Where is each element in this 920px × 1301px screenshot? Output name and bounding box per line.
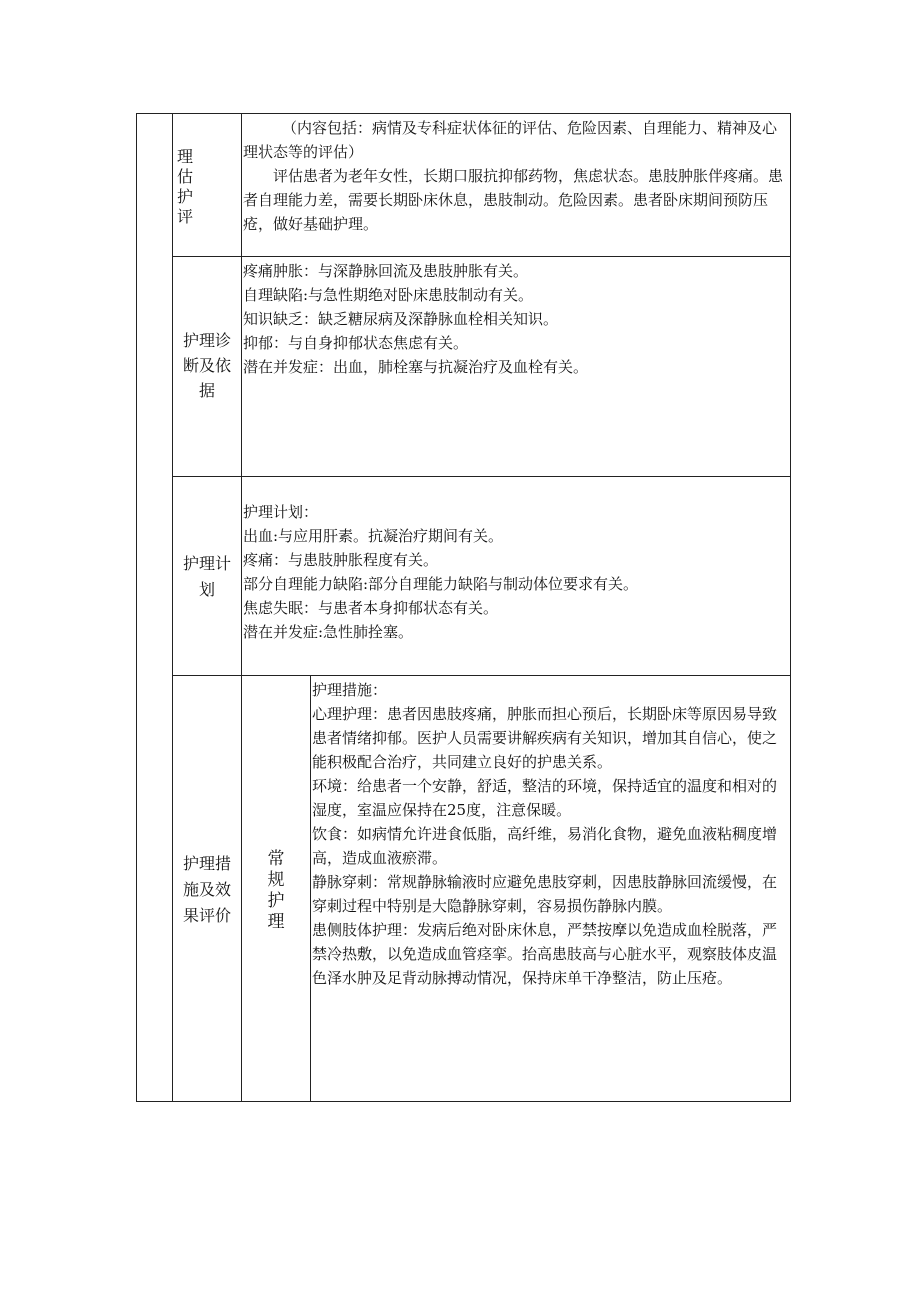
- assessment-label: [177, 147, 207, 227]
- measures-line: 饮食：如病情允许进食低脂，高纤维，易消化食物，避免血液粘稠度增高，造成血液瘀滞。: [312, 825, 778, 867]
- label-line: 护理措: [182, 854, 231, 873]
- label-char: 估: [177, 167, 194, 186]
- label-char: 常: [267, 849, 285, 869]
- diagnosis-line: 自理缺陷:与急性期绝对卧床患肢制动有关。: [243, 286, 534, 304]
- label-line: 护理诊: [182, 331, 231, 350]
- assessment-line: （内容包括：病情及专科症状体征的评估、危险因素、自理能力、精神及心理状态等的评估）: [243, 119, 778, 161]
- measures-line: 环境：给患者一个安静，舒适，整洁的环境，保持适宜的温度和相对的湿度，室温应保持在25度，注意保暖。: [312, 777, 778, 819]
- plan-line: 出血:与应用肝素。抗凝治疗期间有关。: [243, 527, 504, 545]
- grid-line: [172, 114, 173, 1101]
- diagnosis-line: 疼痛肿胀：与深静脉回流及患肢肿胀有关。: [243, 262, 529, 280]
- plan-line: 潜在并发症:急性肺拴塞。: [243, 623, 414, 641]
- grid-line: [172, 675, 790, 676]
- diagnosis-line: 知识缺乏：缺乏糖尿病及深静脉血栓相关知识。: [243, 310, 559, 328]
- assessment-content: [243, 116, 790, 236]
- label-char: 护: [177, 187, 194, 206]
- plan-label: [173, 551, 241, 603]
- plan-line: 疼痛：与患肢肿胀程度有关。: [243, 551, 439, 569]
- label-line: 据: [198, 381, 215, 400]
- plan-line: 护理计划：: [243, 503, 319, 521]
- plan-content: [243, 500, 790, 644]
- plan-line: 焦虑失眠：与患者本身抑郁状态有关。: [243, 599, 499, 617]
- label-char: 护: [267, 891, 285, 911]
- label-line: 断及依: [182, 356, 231, 375]
- nursing-record-table: [136, 113, 791, 1102]
- routine-care-label: [266, 849, 286, 933]
- diagnosis-label: [173, 328, 241, 403]
- measures-line: 护理措施：: [312, 681, 388, 699]
- label-char: 评: [177, 207, 194, 226]
- grid-line: [310, 675, 311, 1101]
- label-line: 果评价: [182, 906, 231, 925]
- measures-line: 患侧肢体护理：发病后绝对卧床休息，严禁按摩以免造成血栓脱落，严禁冷热敷，以免造成血管痉挛。抬高患肢高与心脏水平，观察肢体皮温色泽水肿及足背动脉搏动情况，保持床单干净整洁，防止压疮。: [312, 921, 778, 987]
- grid-line: [172, 476, 790, 477]
- plan-line: 部分自理能力缺陷:部分自理能力缺陷与制动体位要求有关。: [243, 575, 639, 593]
- label-char: 理: [177, 147, 194, 166]
- label-line: 划: [198, 580, 215, 599]
- label-char: 规: [267, 870, 285, 890]
- measures-line: 静脉穿刺：常规静脉输液时应避免患肢穿刺，因患肢静脉回流缓慢，在穿刺过程中特别是大隐静脉穿刺，容易损伤静脉内膜。: [312, 873, 778, 915]
- grid-line: [172, 256, 790, 257]
- label-line: 施及效: [182, 880, 231, 899]
- diagnosis-line: 潜在并发症：出血，肺栓塞与抗凝治疗及血栓有关。: [243, 358, 589, 376]
- measures-content: [312, 678, 790, 990]
- measures-line: 心理护理：患者因患肢疼痛，肿胀而担心预后，长期卧床等原因易导致患者情绪抑郁。医护人员需要讲解疾病有关知识，增加其自信心，使之能积极配合治疗，共同建立良好的护患关系。: [312, 705, 778, 771]
- measures-label: [173, 851, 241, 929]
- label-char: 理: [267, 912, 285, 932]
- assessment-line: 评估患者为老年女性，长期口服抗抑郁药物，焦虑状态。患肢肿胀伴疼痛。患者自理能力差，需要长期卧床休息，患肢制动。危险因素。患者卧床期间预防压疮，做好基础护理。: [243, 167, 784, 233]
- grid-line: [241, 114, 242, 1101]
- label-line: 护理计: [182, 554, 231, 573]
- diagnosis-line: 抑郁：与自身抑郁状态焦虑有关。: [243, 334, 469, 352]
- diagnosis-content: [243, 259, 790, 379]
